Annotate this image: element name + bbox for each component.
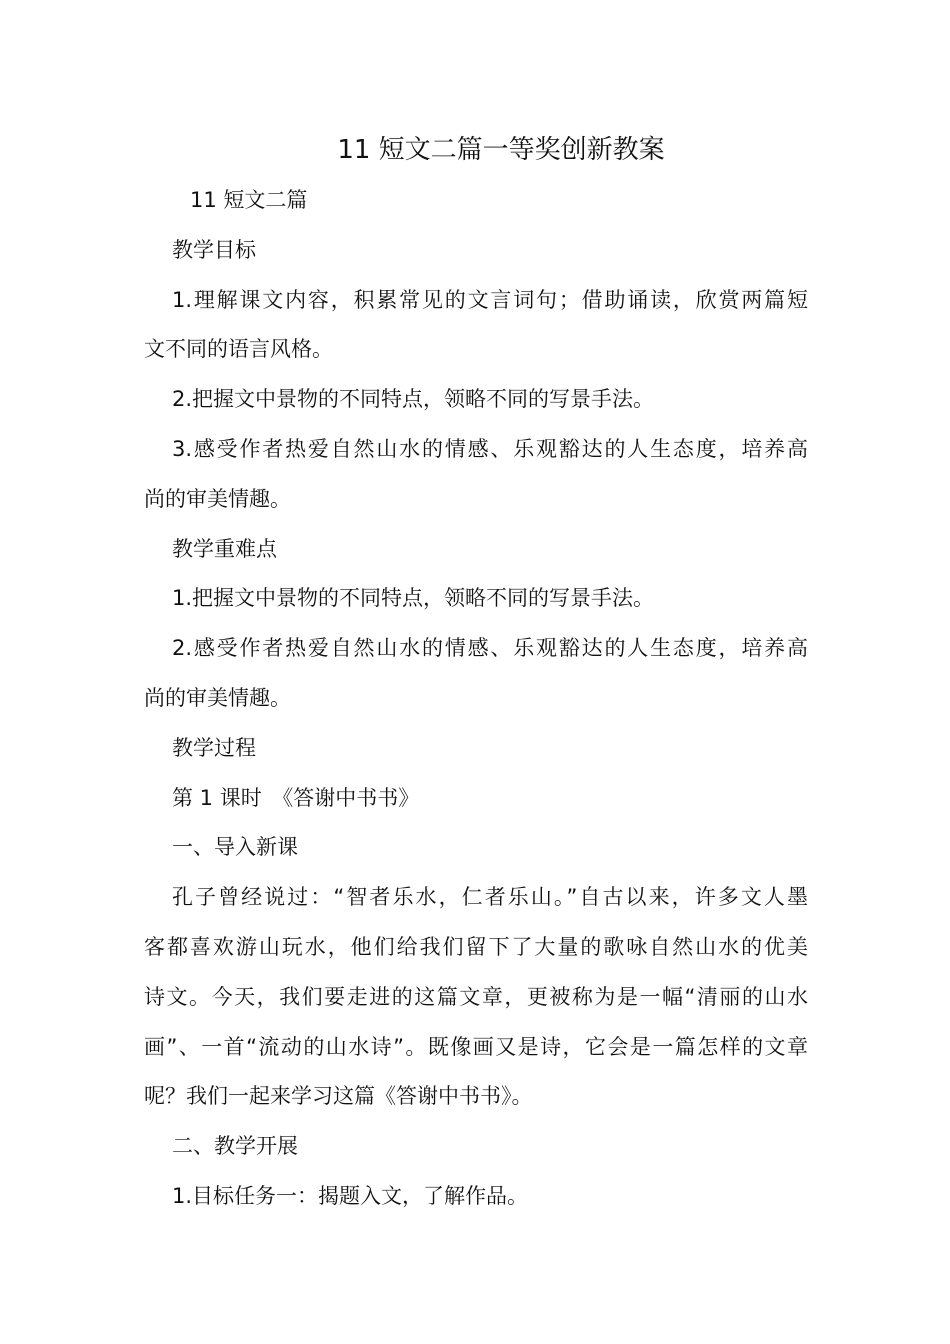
paragraph-line: 1.目标任务一：揭题入文，了解作品。 xyxy=(172,1183,529,1208)
section-heading: 一、导入新课 xyxy=(172,835,298,860)
document-title: 11 短文二篇一等奖创新教案 xyxy=(337,135,665,165)
section-heading: 教学重难点 xyxy=(172,536,277,561)
paragraph-line: 客都喜欢游山玩水，他们给我们留下了大量的歌咏自然山水的优美 xyxy=(144,934,808,959)
paragraph-line: 文不同的语言风格。 xyxy=(144,337,333,362)
paragraph-line: 尚的审美情趣。 xyxy=(144,486,291,511)
section-heading: 教学过程 xyxy=(172,735,256,760)
paragraph-line: 诗文。今天，我们要走进的这篇文章，更被称为是一幅“清丽的山水 xyxy=(144,984,808,1009)
paragraph-line: 尚的审美情趣。 xyxy=(144,685,291,710)
document-body xyxy=(144,176,808,1222)
lesson-heading: 第 1 课时 《答谢中书书》 xyxy=(172,785,420,810)
paragraph-line: 1.理解课文内容，积累常见的文言词句；借助诵读，欣赏两篇短 xyxy=(172,287,808,312)
paragraph-line: 画”、一首“流动的山水诗”。既像画又是诗，它会是一篇怎样的文章 xyxy=(144,1034,808,1059)
paragraph-line: 2.感受作者热爱自然山水的情感、乐观豁达的人生态度，培养高 xyxy=(172,636,808,661)
paragraph-line: 1.把握文中景物的不同特点，领略不同的写景手法。 xyxy=(172,586,655,611)
section-heading: 11 短文二篇 xyxy=(190,188,308,212)
paragraph-line: 3.感受作者热爱自然山水的情感、乐观豁达的人生态度，培养高 xyxy=(172,436,808,461)
paragraph-line: 2.把握文中景物的不同特点，领略不同的写景手法。 xyxy=(172,387,655,412)
paragraph-line: 孔子曾经说过：“智者乐水，仁者乐山。”自古以来，许多文人墨 xyxy=(172,885,808,910)
section-heading: 二、教学开展 xyxy=(172,1134,298,1159)
section-heading: 教学目标 xyxy=(172,237,256,262)
paragraph-line: 呢？我们一起来学习这篇《答谢中书书》。 xyxy=(144,1084,533,1109)
